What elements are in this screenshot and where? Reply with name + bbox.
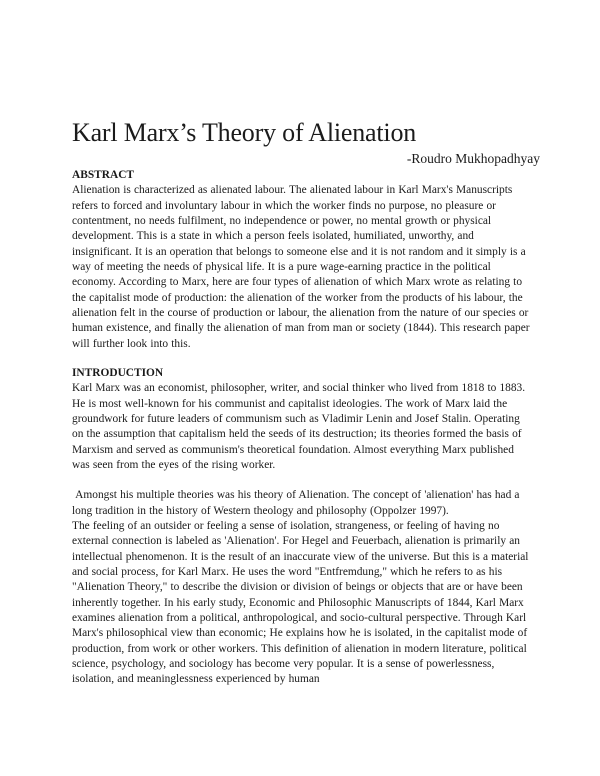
introduction-paragraph-3: The feeling of an outsider or feeling a sense of isolation, strangeness, or feeling of having no external connection is labeled as 'Alienation'. For Hegel and Feuerbach, alienation is primarily an intellectual phenomenon. It is the result of an inaccurate view of the universe. But this is a material and social process, for Karl Marx. He uses the word "Entfremdung," which he refers to as his "Alienation Theory," to describe the division or division of beings or objects that are or have been inherently together. In his early study, Economic and Philosophic Manuscripts of 1844, Karl Marx examines alienation from a political, anthropological, and socio-cultural perspective. Through Karl Marx's philosophical view than economic; He explains how he is isolated, in the capitalist mode of production, from work or other workers. This definition of alienation in modern literature, political science, psychology, and sociology has become very popular. It is a sense of powerlessness, isolation, and meaninglessness experienced by human: [72, 519, 529, 686]
document-content: [72, 118, 540, 688]
author-byline: -Roudro Mukhopadhyay: [406, 151, 540, 166]
abstract-text: Alienation is characterized as alienated labour. The alienated labour in Karl Marx's Manuscripts refers to forced and involuntary labour in which the worker finds no purpose, no pleasure or contentment, no needs fulfilment, no independence or power, no mental growth or physical development. This is a state in which a person feels isolated, humiliated, unworthy, and insignificant. It is an operation that belongs to someone else and it is not random and it simply is a way of meeting the needs of physical life. It is a pure wage-earning practice in the political economy. According to Marx, here are four types of alienation of which Marx wrote as relating to the capitalist mode of production: the alienation of the worker from the products of his labour, the alienation felt in the course of production or labour, the alienation from the nature of our species or human existence, and finally the alienation of man from man or society (1844). This research paper will further look into this.: [72, 184, 530, 350]
introduction-paragraph-1: Karl Marx was an economist, philosopher, writer, and social thinker who lived from 1818 to 1883. He is most well-known for his communist and capitalist ideologies. The work of Marx laid the groundwork for future leaders of communism such as Vladimir Lenin and Josef Stalin. Operating on the assumption that capitalism held the seeds of its destruction; its theories formed the basis of Marxism and served as communism's theoretical foundation. Almost everything Marx published was seen from the eyes of the rising worker.: [72, 382, 526, 471]
paragraph-spacer: [72, 473, 534, 488]
document-title: Karl Marx’s Theory of Alienation: [72, 118, 417, 147]
introduction-paragraph-2: Amongst his multiple theories was his theory of Alienation. The concept of 'alienation' has had a long tradition in the history of Western theology and philosophy (Oppolzer 1997).: [72, 489, 523, 517]
introduction-heading: INTRODUCTION: [72, 366, 164, 379]
abstract-heading: ABSTRACT: [72, 169, 135, 181]
section-spacer: [72, 352, 534, 366]
